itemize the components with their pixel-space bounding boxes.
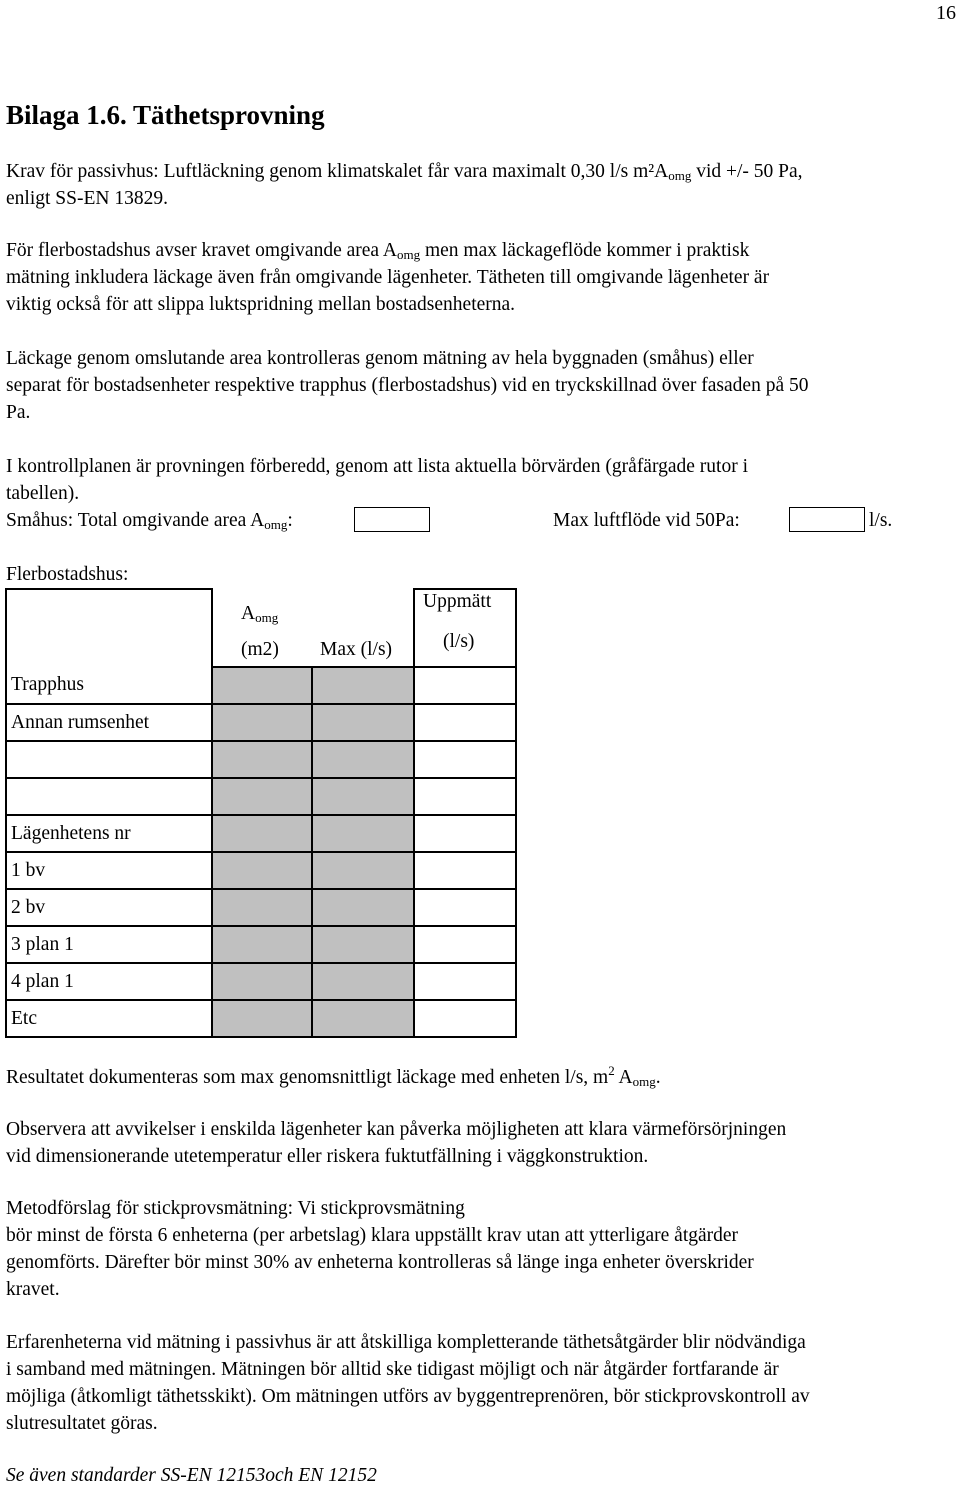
requirement-text-line-1: Krav för passivhus: Luftläckning genom klimatskalet får vara maximalt 0,30 l/s $m^2A_{omg}$ vid +/- 50 Pa,: [6, 161, 803, 183]
table-row: [6, 778, 516, 815]
requirement-text-line-2: enligt SS-EN 13829.: [6, 188, 168, 209]
row-label: Lägenhetens nr: [6, 815, 212, 852]
row-label: 3 plan 1: [6, 926, 212, 963]
target-max-cell[interactable]: [312, 852, 414, 889]
experience-text-line-1: Erfarenheterna vid mätning i passivhus är att åtskilliga kompletterande täthetsåtgärder blir nödvändiga: [6, 1332, 806, 1353]
measured-cell[interactable]: [414, 815, 516, 852]
controlplan-text-line-1: I kontrollplanen är provningen förberedd, genom att lista aktuella börvärden (gråfärgade rutor i: [6, 456, 748, 477]
controlplan-text-line-2: tabellen).: [6, 483, 80, 504]
measured-cell[interactable]: [414, 778, 516, 815]
smahus-area-input-box[interactable]: [354, 507, 430, 532]
page-number: 16: [936, 2, 956, 24]
table-header-empty-cell: [6, 589, 212, 667]
target-max-cell[interactable]: [312, 1000, 414, 1037]
table-header-max: Max (l/s): [312, 589, 414, 667]
table-header-row: [6, 589, 516, 667]
measured-cell[interactable]: [414, 741, 516, 778]
max-airflow-label: Max luftflöde vid 50Pa:: [553, 510, 740, 531]
method-text-line-1: Metodförslag för stickprovsmätning: Vi stickprovsmätning: [6, 1198, 465, 1219]
table-row: [6, 704, 516, 741]
row-label: 2 bv: [6, 889, 212, 926]
method-text-line-4: kravet.: [6, 1279, 60, 1300]
experience-text-line-4: slutresultatet göras.: [6, 1413, 158, 1434]
method-text-line-2: bör minst de första 6 enheterna (per arbetslag) klara uppställt krav utan att ytterligare åtgärder: [6, 1225, 739, 1246]
max-airflow-input-box[interactable]: [789, 507, 865, 532]
leakage-text-line-3: Pa.: [6, 402, 31, 423]
measured-cell[interactable]: [414, 963, 516, 1000]
measured-cell[interactable]: [414, 704, 516, 741]
target-max-cell[interactable]: [312, 778, 414, 815]
measured-cell[interactable]: [414, 926, 516, 963]
measured-cell[interactable]: [414, 667, 516, 704]
observe-text-line-2: vid dimensionerande utetemperatur eller riskera fuktutfällning i väggkonstruktion.: [6, 1146, 649, 1167]
table-header-aomg: $A_{omg}$ (m2): [212, 589, 312, 667]
row-label: Etc: [6, 1000, 212, 1037]
row-label: 1 bv: [6, 852, 212, 889]
page-title: Bilaga 1.6. Täthetsprovning: [6, 100, 325, 130]
measured-cell[interactable]: [414, 1000, 516, 1037]
observe-text-line-1: Observera att avvikelser i enskilda lägenheter kan påverka möjligheten att klara värmeförsörjningen: [6, 1119, 787, 1140]
row-label: Trapphus: [6, 667, 212, 704]
target-max-cell[interactable]: [312, 815, 414, 852]
target-max-cell[interactable]: [312, 667, 414, 704]
airflow-unit: l/s.: [869, 510, 893, 531]
row-label: Annan rumsenhet: [6, 704, 212, 741]
multifamily-text-line-2: mätning inkludera läckage även från omgivande lägenheter. Tätheten till omgivande lägenheter är: [6, 267, 770, 288]
leakage-table: [5, 588, 517, 1038]
measured-cell[interactable]: [414, 889, 516, 926]
experience-text-line-3: möjliga (åtkomligt täthetsskikt). Om mätningen utförs av byggentreprenören, bör stickprovskontroll av: [6, 1386, 810, 1407]
table-row: [6, 1000, 516, 1037]
table-row: [6, 815, 516, 852]
target-aomg-cell[interactable]: [212, 963, 312, 1000]
result-documentation-text: Resultatet dokumenteras som max genomsnittligt läckage med enheten l/s, $m^2$ $A_{omg}$.: [6, 1063, 661, 1089]
row-label: [6, 741, 212, 778]
experience-text-line-2: i samband med mätningen. Mätningen bör alltid ske tidigast möjligt och när åtgärder fortfarande är: [6, 1359, 779, 1380]
target-max-cell[interactable]: [312, 704, 414, 741]
row-label: 4 plan 1: [6, 963, 212, 1000]
leakage-text-line-1: Läckage genom omslutande area kontrolleras genom mätning av hela byggnaden (småhus) eller: [6, 348, 754, 369]
target-aomg-cell[interactable]: [212, 889, 312, 926]
target-aomg-cell[interactable]: [212, 1000, 312, 1037]
table-row: [6, 889, 516, 926]
target-max-cell[interactable]: [312, 741, 414, 778]
target-aomg-cell[interactable]: [212, 815, 312, 852]
table-row: [6, 852, 516, 889]
standards-reference: Se även standarder SS-EN 12153och EN 12152: [6, 1465, 377, 1486]
target-aomg-cell[interactable]: [212, 852, 312, 889]
measured-cell[interactable]: [414, 852, 516, 889]
target-max-cell[interactable]: [312, 926, 414, 963]
method-text-line-3: genomförts. Därefter bör minst 30% av enheterna kontrolleras så länge inga enheter överskrider: [6, 1252, 754, 1273]
multifamily-text-line-1: För flerbostadshus avser kravet omgivande area $A_{omg}$ men max läckageflöde kommer i praktisk: [6, 240, 750, 262]
target-aomg-cell[interactable]: [212, 778, 312, 815]
table-row: [6, 667, 516, 704]
target-aomg-cell[interactable]: [212, 704, 312, 741]
target-aomg-cell[interactable]: [212, 741, 312, 778]
table-row: [6, 926, 516, 963]
multifamily-text-line-3: viktig också för att slippa luktspridning mellan bostadsenheterna.: [6, 294, 516, 315]
target-aomg-cell[interactable]: [212, 926, 312, 963]
table-row: [6, 741, 516, 778]
target-aomg-cell[interactable]: [212, 667, 312, 704]
target-max-cell[interactable]: [312, 889, 414, 926]
target-max-cell[interactable]: [312, 963, 414, 1000]
row-label: [6, 778, 212, 815]
table-header-measured: Uppmätt (l/s): [414, 589, 516, 667]
flerbostadshus-label: Flerbostadshus:: [6, 564, 129, 585]
leakage-text-line-2: separat för bostadsenheter respektive trapphus (flerbostadshus) vid en tryckskillnad över fasaden på 50: [6, 375, 809, 396]
smahus-area-label: Småhus: Total omgivande area $A_{omg}$:: [6, 510, 293, 532]
table-row: [6, 963, 516, 1000]
